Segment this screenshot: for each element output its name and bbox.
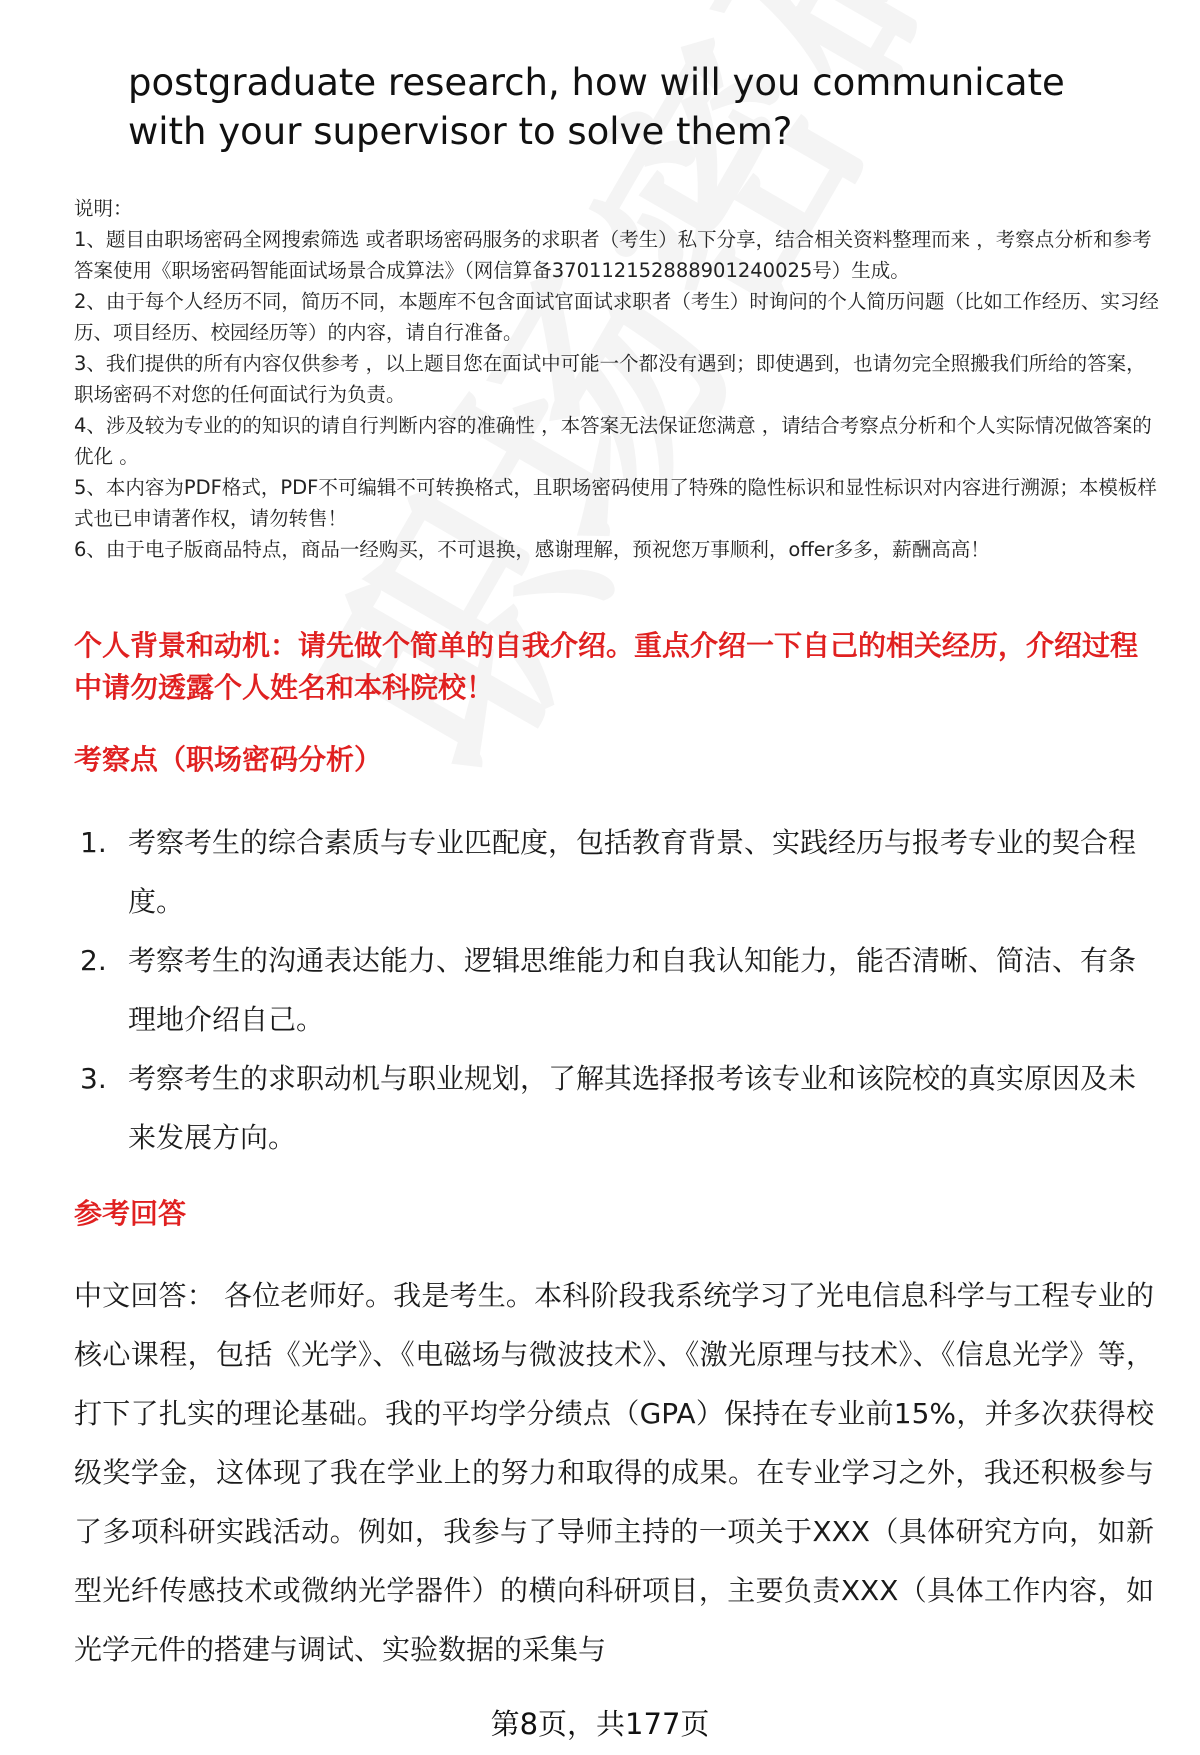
point-text: 考察考生的沟通表达能力、逻辑思维能力和自我认知能力，能否清晰、简洁、有条理地介绍自己。 — [128, 944, 1137, 1036]
point-text: 考察考生的求职动机与职业规划，了解其选择报考该专业和该院校的真实原因及未来发展方向。 — [128, 1062, 1137, 1154]
notes-item: 1、题目由职场密码全网搜索筛选 或者职场密码服务的求职者（考生）私下分享，结合相关资料整理而来 ，考察点分析和参考答案使用《职场密码智能面试场景合成算法》（网信算备370112152888901240025号）生成。 — [74, 228, 1152, 282]
point-text: 考察考生的综合素质与专业匹配度，包括教育背景、实践经历与报考专业的契合程度。 — [128, 826, 1137, 918]
analysis-title: 考察点（职场密码分析） — [74, 743, 383, 776]
notes-heading: 说明： — [74, 197, 133, 220]
point-number: 1. — [80, 826, 107, 859]
notes-item: 5、本内容为PDF格式，PDF不可编辑不可转换格式，且职场密码使用了特殊的隐性标识和显性标识对内容进行溯源；本模板样式也已申请著作权，请勿转售！ — [74, 476, 1157, 530]
notes-block — [74, 193, 1164, 565]
english-question: postgraduate research, how will you communicate with your supervisor to solve them? — [128, 61, 1065, 153]
notes-item: 2、由于每个人经历不同，简历不同，本题库不包含面试官面试求职者（考生）时询问的个人简历问题（比如工作经历、实习经历、项目经历、校园经历等）的内容，请自行准备。 — [74, 290, 1159, 344]
list-item — [80, 931, 1150, 1049]
page-number: 第8页，共177页 — [490, 1707, 710, 1741]
analysis-points — [80, 813, 1150, 1167]
notes-item: 6、由于电子版商品特点，商品一经购买，不可退换，感谢理解，预祝您万事顺利，offer多多，薪酬高高！ — [74, 538, 990, 561]
answer-title: 参考回答 — [74, 1197, 187, 1230]
question-title: 个人背景和动机：请先做个简单的自我介绍。重点介绍一下自己的相关经历，介绍过程中请勿透露个人姓名和本科院校！ — [74, 629, 1139, 704]
point-number: 2. — [80, 944, 107, 977]
notes-item: 3、我们提供的所有内容仅供参考 ，以上题目您在面试中可能一个都没有遇到；即使遇到，也请勿完全照搬我们所给的答案，职场密码不对您的任何面试行为负责。 — [74, 352, 1146, 406]
answer-text: 中文回答： 各位老师好。我是考生。本科阶段我系统学习了光电信息科学与工程专业的核心课程，包括《光学》、《电磁场与微波技术》、《激光原理与技术》、《信息光学》等，打下了扎实的理论基础。我的平均学分绩点（GPA）保持在专业前15%，并多次获得校级奖学金，这体现了我在学业上的努力和取得的成果。在专业学习之外，我还积极参与了多项科研实践活动。例如，我参与了导师主持的一项关于XXX（具体研究方向，如新型光纤传感技术或微纳光学器件）的横向科研项目，主要负责XXX（具体工作内容，如光学元件的搭建与调试、实验数据的采集与 — [74, 1279, 1154, 1666]
list-item — [80, 1049, 1150, 1167]
list-item — [80, 813, 1150, 931]
notes-item: 4、涉及较为专业的的知识的请自行判断内容的准确性 ，本答案无法保证您满意 ，请结合考察点分析和个人实际情况做答案的优化 。 — [74, 414, 1152, 468]
point-number: 3. — [80, 1062, 107, 1095]
